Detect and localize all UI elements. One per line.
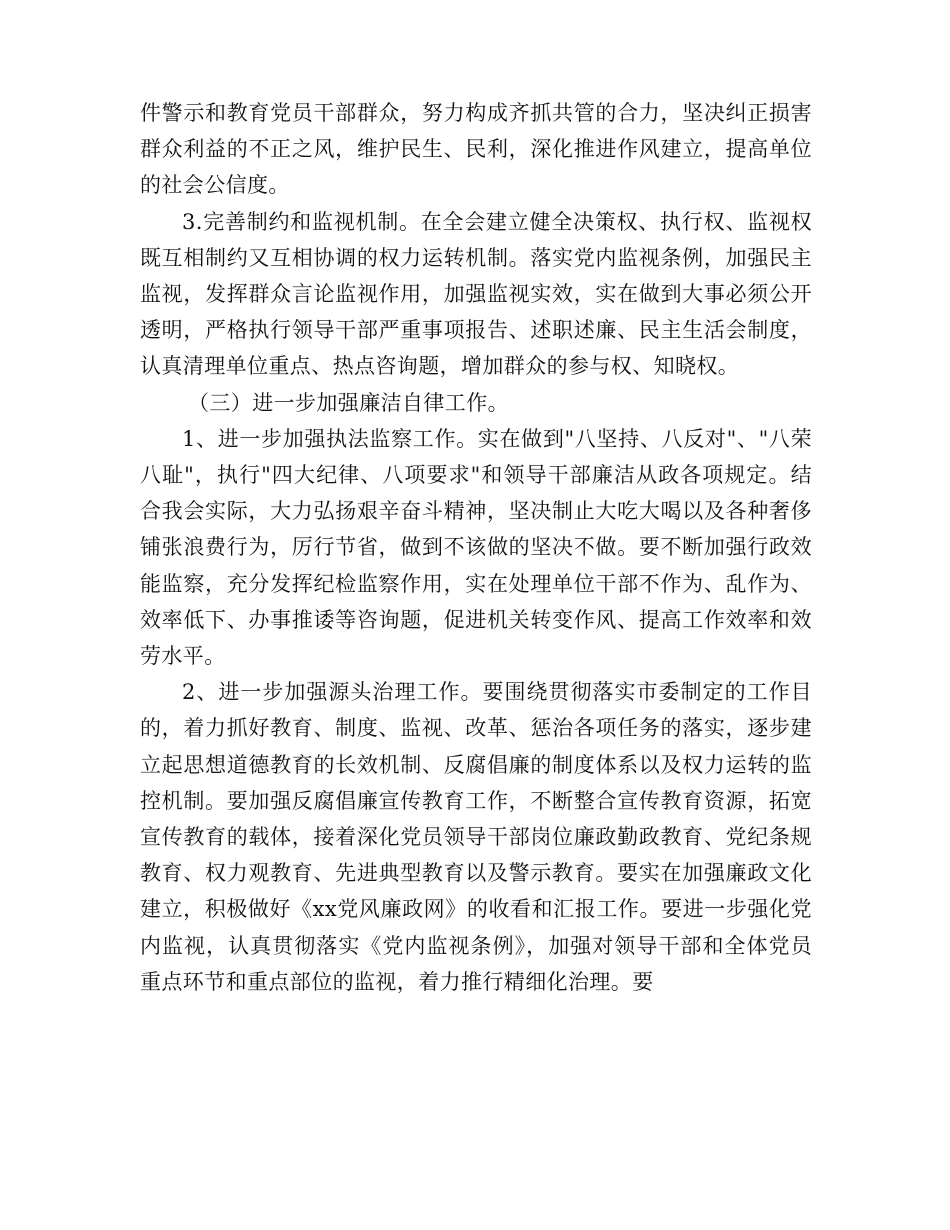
paragraph-source-governance: 2、进一步加强源头治理工作。要围绕贯彻落实市委制定的工作目的，着力抓好教育、制度、监视、改革、惩治各项任务的落实，逐步建立起思想道德教育的长效机制、反腐倡廉的制度体系以及权力运转的监控机制。要加强反腐倡廉宣传教育工作，不断整合宣传教育资源，拓宽宣传教育的载体，接着深化党员领导干部岗位廉政勤政教育、党纪条规教育、权力观教育、先进典型教育以及警示教育。要实在加强廉政文化建立，积极做好《xx党风廉政网》的收看和汇报工作。要进一步强化党内监视，认真贯彻落实《党内监视条例》，加强对领导干部和全体党员重点环节和重点部位的监视，着力推行精细化治理。要 <box>140 680 812 994</box>
document-body <box>140 95 812 1000</box>
paragraph-supervision-mechanism: 3.完善制约和监视机制。在全会建立健全决策权、执行权、监视权既互相制约又互相协调的权力运转机制。落实党内监视条例，加强民主监视，发挥群众言论监视作用，加强监视实效，实在做到大事必须公开透明，严格执行领导干部严重事项报告、述职述廉、民主生活会制度，认真清理单位重点、热点咨询题，增加群众的参与权、知晓权。 <box>140 209 812 379</box>
paragraph-continuation: 件警示和教育党员干部群众，努力构成齐抓共管的合力，坚决纠正损害群众利益的不正之风，维护民生、民利，深化推进作风建立，提高单位的社会公信度。 <box>140 101 812 198</box>
paragraph-law-enforcement: 1、进一步加强执法监察工作。实在做到"八坚持、八反对"、"八荣八耻"，执行"四大纪律、八项要求"和领导干部廉洁从政各项规定。结合我会实际，大力弘扬艰辛奋斗精神，坚决制止大吃大喝以及各种奢侈铺张浪费行为，厉行节省，做到不该做的坚决不做。要不断加强行政效能监察，充分发挥纪检监察作用，实在处理单位干部不作为、乱作为、效率低下、办事推诿等咨询题，促进机关转变作风、提高工作效率和效劳水平。 <box>140 426 812 669</box>
section-heading-integrity: （三）进一步加强廉洁自律工作。 <box>188 390 509 415</box>
